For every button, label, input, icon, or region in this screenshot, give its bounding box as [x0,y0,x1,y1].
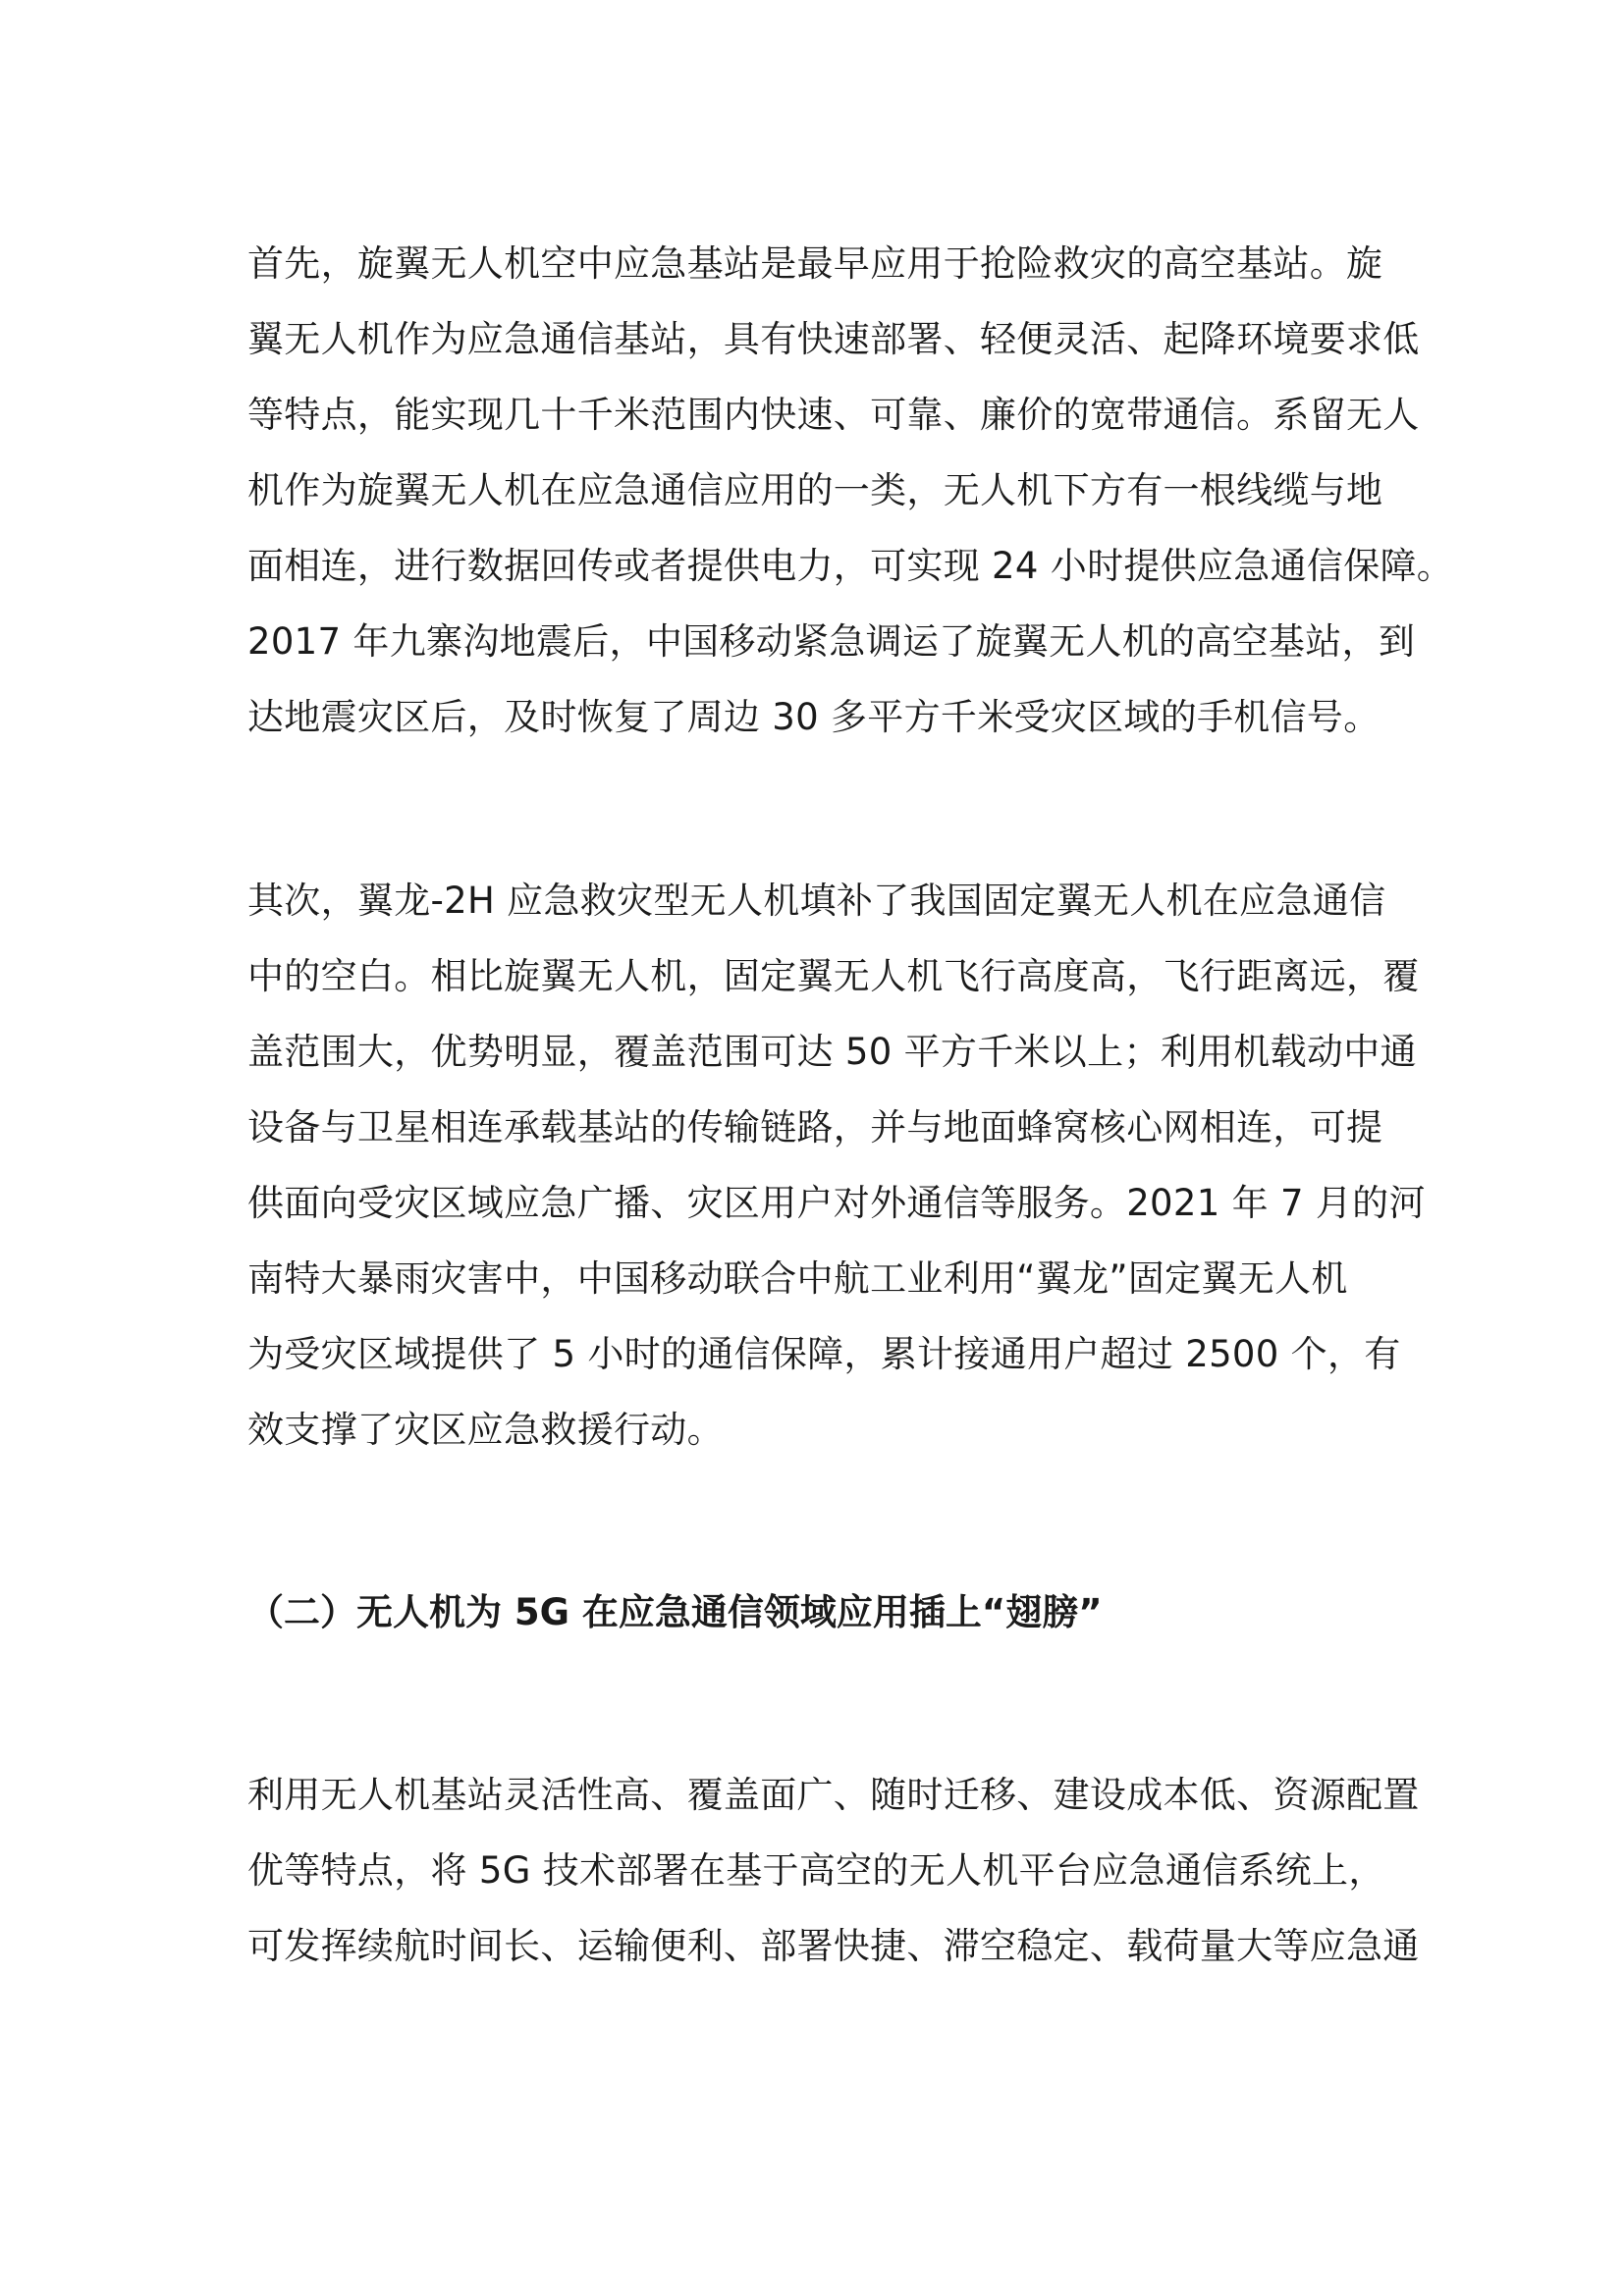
paragraph-3-line-3: 可发挥续航时间长、运输便利、部署快捷、滞空稳定、载荷量大等应急通 [247,1925,1420,1967]
paragraph-1-line-2: 翼无人机作为应急通信基站，具有快速部署、轻便灵活、起降环境要求低 [247,318,1420,360]
paragraph-1-line-6: 2017 年九寨沟地震后，中国移动紧急调运了旋翼无人机的高空基站，到 [247,620,1416,663]
paragraph-3-line-1: 利用无人机基站灵活性高、覆盖面广、随时迁移、建设成本低、资源配置 [247,1774,1420,1816]
paragraph-1-line-3: 等特点，能实现几十千米范围内快速、可靠、廉价的宽带通信。系留无人 [247,394,1420,436]
paragraph-3-line-2: 优等特点，将 5G 技术部署在基于高空的无人机平台应急通信系统上， [247,1849,1385,1892]
paragraph-1-line-1: 首先，旋翼无人机空中应急基站是最早应用于抢险救灾的高空基站。旋 [247,242,1383,285]
paragraph-1-line-4: 机作为旋翼无人机在应急通信应用的一类，无人机下方有一根线缆与地 [247,469,1383,511]
paragraph-2-line-6: 南特大暴雨灾害中，中国移动联合中航工业利用“翼龙”固定翼无人机 [247,1257,1348,1300]
paragraph-1-line-5: 面相连，进行数据回传或者提供电力，可实现 24 小时提供应急通信保障。 [247,545,1454,587]
paragraph-2-line-3: 盖范围大，优势明显，覆盖范围可达 50 平方千米以上；利用机载动中通 [247,1031,1417,1073]
paragraph-2-line-7: 为受灾区域提供了 5 小时的通信保障，累计接通用户超过 2500 个，有 [247,1333,1401,1375]
paragraph-2-line-8: 效支撑了灾区应急救援行动。 [247,1409,724,1451]
paragraph-2-line-1: 其次，翼龙-2H 应急救灾型无人机填补了我国固定翼无人机在应急通信 [247,880,1386,922]
paragraph-2-line-4: 设备与卫星相连承载基站的传输链路，并与地面蜂窝核心网相连，可提 [247,1106,1383,1148]
paragraph-1-line-7: 达地震灾区后，及时恢复了周边 30 多平方千米受灾区域的手机信号。 [247,696,1380,738]
paragraph-2-line-2: 中的空白。相比旋翼无人机，固定翼无人机飞行高度高，飞行距离远，覆 [247,955,1420,997]
paragraph-2-line-5: 供面向受灾区域应急广播、灾区用户对外通信等服务。2021 年 7 月的河 [247,1182,1426,1224]
section-heading: （二）无人机为 5G 在应急通信领域应用插上“翅膀” [247,1591,1103,1633]
